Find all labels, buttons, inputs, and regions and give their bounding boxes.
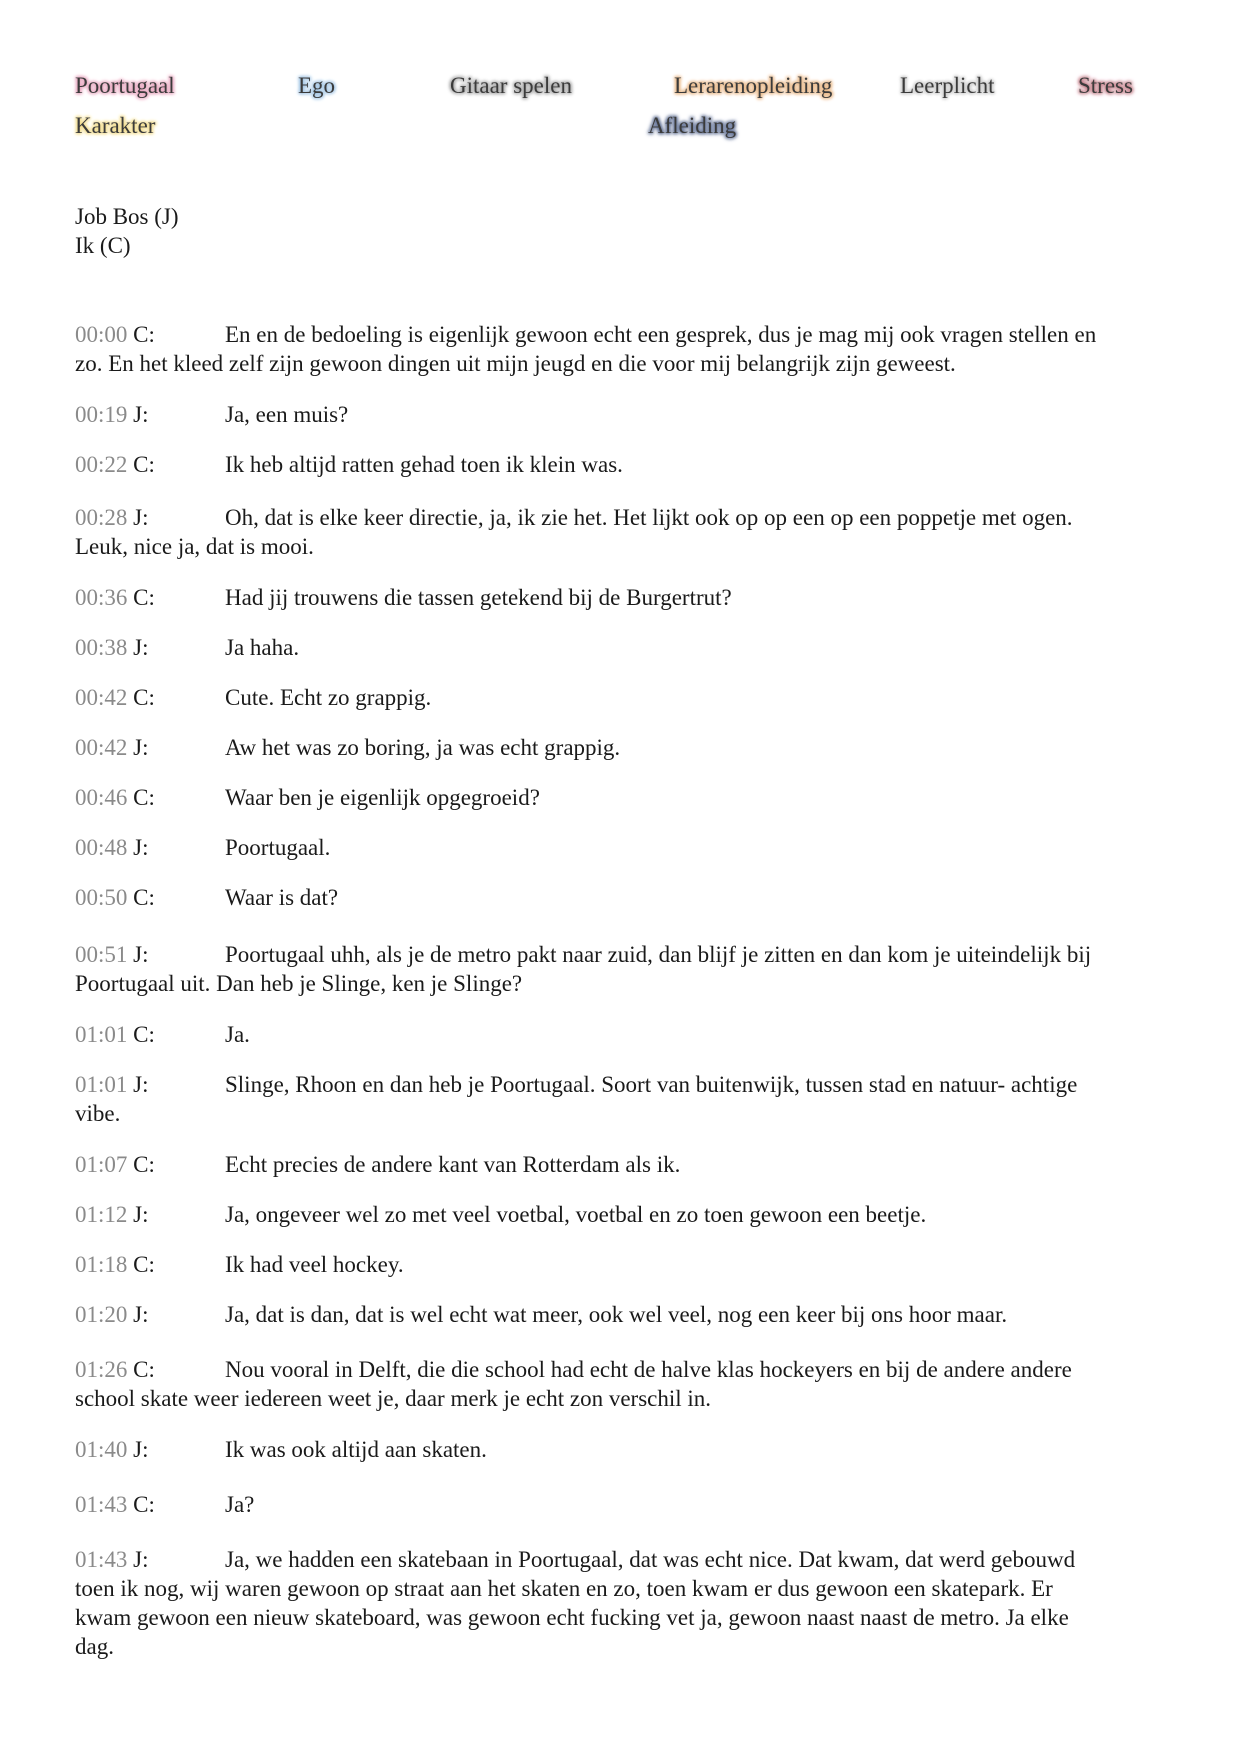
utterance-line: Leuk, nice ja, dat is mooi. <box>75 534 314 559</box>
utterance-line: Had jij trouwens die tassen getekend bij de Burgertrut? <box>225 585 732 610</box>
utterance-line: Cute. Echt zo grappig. <box>225 685 432 710</box>
tag-afleiding[interactable]: Afleiding <box>648 113 737 138</box>
tag-lerarenopleiding[interactable]: Lerarenopleiding <box>674 73 833 98</box>
speaker-label: J: <box>127 1437 149 1462</box>
timestamp: 00:22 <box>75 452 128 477</box>
timestamp: 01:01 <box>75 1022 128 1047</box>
speaker-label: C: <box>127 685 155 710</box>
transcript-entry <box>75 1490 1170 1519</box>
timestamp: 01:07 <box>75 1152 128 1177</box>
timestamp: 00:19 <box>75 402 128 427</box>
utterance-line: Waar is dat? <box>225 885 339 910</box>
utterance-line: Ik was ook altijd aan skaten. <box>225 1437 487 1462</box>
timestamp: 00:50 <box>75 885 128 910</box>
participants <box>75 202 179 260</box>
timestamp: 00:38 <box>75 635 128 660</box>
speaker-label: J: <box>127 942 149 967</box>
timestamp: 00:00 <box>75 322 128 347</box>
transcript-entry <box>75 683 1170 712</box>
utterance-line: Ja? <box>225 1492 255 1517</box>
transcript-entry <box>75 633 1170 662</box>
transcript-entry <box>75 883 1170 912</box>
utterance-line: zo. En het kleed zelf zijn gewoon dingen uit mijn jeugd en die voor mij belangrijk zijn geweest. <box>75 351 956 376</box>
utterance-line: Ik heb altijd ratten gehad toen ik klein was. <box>225 452 623 477</box>
transcript-entry <box>75 833 1170 862</box>
tag-stress[interactable]: Stress <box>1078 73 1133 98</box>
timestamp: 01:12 <box>75 1202 128 1227</box>
speaker-label: J: <box>127 1202 149 1227</box>
timestamp: 01:26 <box>75 1357 128 1382</box>
transcript-entry <box>75 450 1170 479</box>
speaker-label: C: <box>127 1152 155 1177</box>
transcript-entry <box>75 1200 1170 1229</box>
utterance-line: Aw het was zo boring, ja was echt grappig. <box>225 735 621 760</box>
speaker-label: C: <box>127 322 155 347</box>
transcript-entry <box>75 1435 1170 1464</box>
speaker-label: J: <box>127 635 149 660</box>
utterance-line: toen ik nog, wij waren gewoon op straat aan het skaten en zo, toen kwam er dus gewoon een skatepark. Er <box>75 1576 1053 1601</box>
utterance-line: kwam gewoon een nieuw skateboard, was gewoon echt fucking vet ja, gewoon naast naast de metro. Ja elke <box>75 1605 1069 1630</box>
utterance-line: Waar ben je eigenlijk opgegroeid? <box>225 785 540 810</box>
timestamp: 00:51 <box>75 942 128 967</box>
utterance-line: Ja. <box>225 1022 250 1047</box>
transcript-entry <box>75 1070 1170 1128</box>
transcript-entry <box>75 1545 1170 1661</box>
speaker-label: J: <box>127 735 149 760</box>
utterance-line: Echt precies de andere kant van Rotterdam als ik. <box>225 1152 681 1177</box>
timestamp: 01:43 <box>75 1492 128 1517</box>
timestamp: 01:01 <box>75 1072 128 1097</box>
speaker-label: J: <box>127 402 149 427</box>
utterance-line: Nou vooral in Delft, die die school had echt de halve klas hockeyers en bij de andere andere <box>225 1357 1072 1382</box>
participant-self: Ik (C) <box>75 233 131 258</box>
speaker-label: J: <box>127 1072 149 1097</box>
timestamp: 00:46 <box>75 785 128 810</box>
speaker-label: J: <box>127 505 149 530</box>
timestamp: 00:42 <box>75 685 128 710</box>
tag-ego[interactable]: Ego <box>298 73 336 98</box>
tag-gitaar-spelen[interactable]: Gitaar spelen <box>450 73 572 98</box>
transcript-entry <box>75 320 1170 378</box>
tag-leerplicht[interactable]: Leerplicht <box>900 73 995 98</box>
speaker-label: C: <box>127 785 155 810</box>
utterance-line: Ja, we hadden een skatebaan in Poortugaal, dat was echt nice. Dat kwam, dat werd gebouwd <box>225 1547 1076 1572</box>
speaker-label: C: <box>127 585 155 610</box>
utterance-line: vibe. <box>75 1101 121 1126</box>
utterance-line: Slinge, Rhoon en dan heb je Poortugaal. Soort van buitenwijk, tussen stad en natuur- achtige <box>225 1072 1078 1097</box>
transcript-entry <box>75 940 1170 998</box>
speaker-label: C: <box>127 1357 155 1382</box>
timestamp: 00:36 <box>75 585 128 610</box>
transcript-entry <box>75 1020 1170 1049</box>
utterance-line: dag. <box>75 1634 114 1659</box>
timestamp: 01:20 <box>75 1302 128 1327</box>
transcript-entry <box>75 783 1170 812</box>
tag-poortugaal[interactable]: Poortugaal <box>75 73 175 98</box>
speaker-label: C: <box>127 1022 155 1047</box>
speaker-label: C: <box>127 1252 155 1277</box>
transcript-entry <box>75 1300 1170 1329</box>
timestamp: 01:43 <box>75 1547 128 1572</box>
transcript-entry <box>75 400 1170 429</box>
timestamp: 01:18 <box>75 1252 128 1277</box>
utterance-line: Ja, ongeveer wel zo met veel voetbal, voetbal en zo toen gewoon een beetje. <box>225 1202 927 1227</box>
utterance-line: Ja haha. <box>225 635 300 660</box>
transcript-entry <box>75 1250 1170 1279</box>
timestamp: 00:48 <box>75 835 128 860</box>
tag-karakter[interactable]: Karakter <box>75 113 156 138</box>
timestamp: 01:40 <box>75 1437 128 1462</box>
timestamp: 00:28 <box>75 505 128 530</box>
speaker-label: C: <box>127 452 155 477</box>
speaker-label: J: <box>127 1547 149 1572</box>
utterance-line: Poortugaal. <box>225 835 331 860</box>
speaker-label: J: <box>127 835 149 860</box>
utterance-line: Poortugaal uit. Dan heb je Slinge, ken je Slinge? <box>75 971 523 996</box>
utterance-line: Ik had veel hockey. <box>225 1252 404 1277</box>
speaker-label: C: <box>127 885 155 910</box>
transcript-entry <box>75 1355 1170 1413</box>
utterance-line: school skate weer iedereen weet je, daar merk je echt zon verschil in. <box>75 1386 712 1411</box>
speaker-label: J: <box>127 1302 149 1327</box>
utterance-line: Ja, dat is dan, dat is wel echt wat meer, ook wel veel, nog een keer bij ons hoor maar. <box>225 1302 1008 1327</box>
transcript-entry <box>75 503 1170 561</box>
utterance-line: En en de bedoeling is eigenlijk gewoon echt een gesprek, dus je mag mij ook vragen stellen en <box>225 322 1097 347</box>
transcript-entry <box>75 583 1170 612</box>
utterance-line: Oh, dat is elke keer directie, ja, ik zie het. Het lijkt ook op op een op een poppetje met ogen. <box>225 505 1073 530</box>
utterance-line: Ja, een muis? <box>225 402 349 427</box>
participant-job: Job Bos (J) <box>75 204 179 229</box>
transcript-entry <box>75 733 1170 762</box>
timestamp: 00:42 <box>75 735 128 760</box>
transcript-entry <box>75 1150 1170 1179</box>
utterance-line: Poortugaal uhh, als je de metro pakt naar zuid, dan blijf je zitten en dan kom je uiteindelijk bij <box>225 942 1092 967</box>
speaker-label: C: <box>127 1492 155 1517</box>
